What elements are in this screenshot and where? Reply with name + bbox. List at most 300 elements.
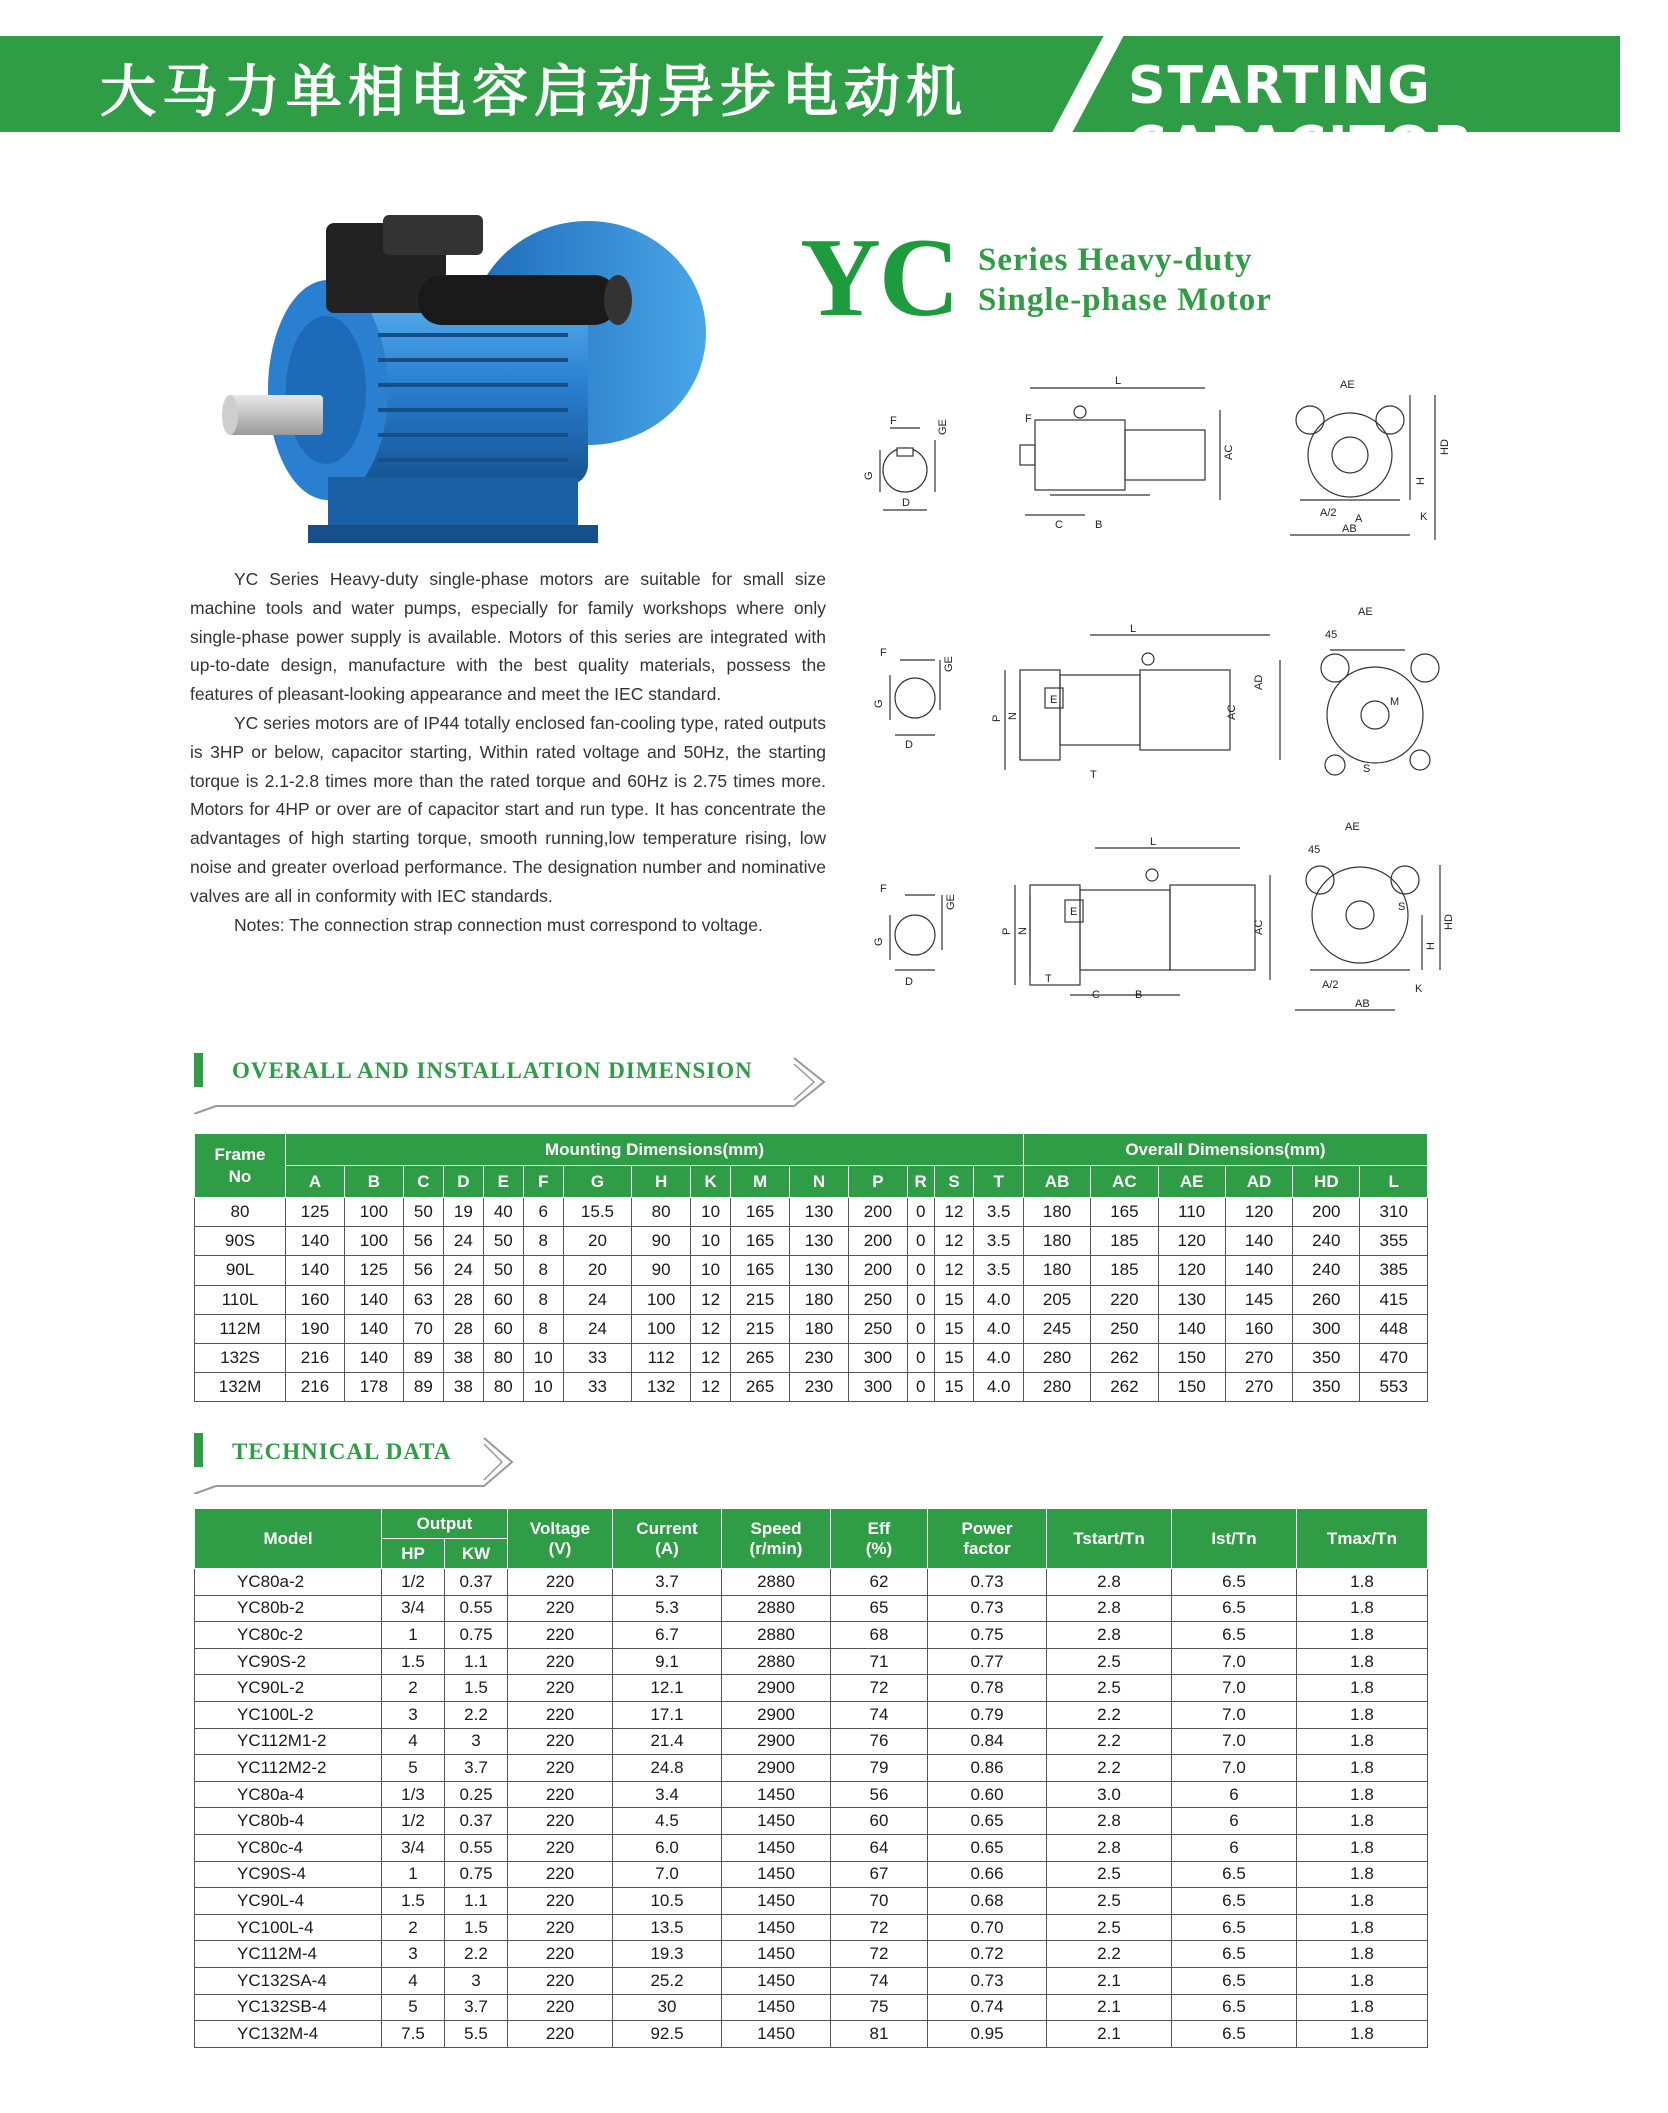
model-cell: YC90S-2 [195,1648,382,1675]
table-cell: 7.0 [613,1861,722,1888]
table-cell: 3.7 [445,1994,508,2021]
table-cell: 5.3 [613,1595,722,1622]
table-cell: 4 [382,1967,445,1994]
table-row [195,1701,1428,1728]
table-row [195,1888,1428,1915]
shaft-diagram-2 [873,647,955,751]
table-cell: 6.5 [1172,1994,1297,2021]
table-cell: 415 [1360,1285,1428,1314]
shaft-diagram-1 [863,415,949,510]
table-cell: 24 [563,1285,631,1314]
table-row [195,1781,1428,1808]
label-ae: AE [1358,606,1373,618]
shaft-diagram-3 [873,883,957,988]
table-cell: 76 [831,1728,928,1755]
overall-header: Overall Dimensions(mm) [1023,1134,1427,1166]
table-cell: 178 [344,1373,403,1402]
table-cell: 180 [1023,1256,1090,1285]
table-cell: 180 [790,1314,849,1343]
table-cell: 262 [1091,1343,1158,1372]
eff-header [831,1509,928,1569]
table-cell: 300 [1293,1314,1360,1343]
eff-header-line1: Eff [867,1518,891,1538]
table-cell: 2.1 [1047,1994,1172,2021]
table-cell: 8 [523,1285,563,1314]
table-cell: 3.5 [974,1227,1023,1256]
table-row [195,1808,1428,1835]
model-cell: YC100L-2 [195,1701,382,1728]
table-cell: 2.5 [1047,1648,1172,1675]
header-title-en: STARTING CAPACITOR [1128,56,1476,176]
table-cell: 300 [848,1343,907,1372]
table-cell: 9.1 [613,1648,722,1675]
table-cell: 280 [1023,1343,1090,1372]
table-cell: 1.1 [445,1888,508,1915]
table-cell: 15 [934,1285,974,1314]
table-cell: 448 [1360,1314,1428,1343]
table-cell: 1 [382,1861,445,1888]
table-cell: 220 [1091,1285,1158,1314]
table-cell: 2.1 [1047,1967,1172,1994]
table-cell: 17.1 [613,1701,722,1728]
label-ab: AB [1355,998,1370,1010]
table-cell: 6.5 [1172,1861,1297,1888]
table-cell: 2.8 [1047,1622,1172,1649]
table-cell: 1 [382,1622,445,1649]
label-d: D [905,739,913,751]
table-cell: 33 [563,1343,631,1372]
column-header: D [443,1166,483,1198]
table-cell: 67 [831,1861,928,1888]
table-cell: 1450 [722,1994,831,2021]
table-cell: 130 [790,1198,849,1227]
table-cell: 0 [907,1373,934,1402]
table-cell: 250 [848,1314,907,1343]
table-cell: 1450 [722,1914,831,1941]
table-cell: 1.8 [1297,1994,1428,2021]
table-cell: 0 [907,1227,934,1256]
table-cell: 60 [483,1285,523,1314]
label-hd: HD [1439,439,1451,455]
product-subtitle-line1: Series Heavy-duty [978,242,1253,278]
table-cell: 2.8 [1047,1595,1172,1622]
table-cell: 65 [831,1595,928,1622]
table-cell: 89 [403,1373,443,1402]
table-cell: 89 [403,1343,443,1372]
table-cell: 1.8 [1297,1755,1428,1782]
table-cell: 2.2 [1047,1941,1172,1968]
table-cell: 1.8 [1297,1914,1428,1941]
table-cell: 6.5 [1172,1569,1297,1596]
table-cell: 3/4 [382,1595,445,1622]
table-cell: 20 [563,1256,631,1285]
table-cell: 7.0 [1172,1648,1297,1675]
table-cell: 0.65 [928,1808,1047,1835]
table-cell: 1.8 [1297,1941,1428,1968]
label-ac: AC [1253,919,1265,935]
table-cell: 24 [563,1314,631,1343]
column-header: A [286,1166,345,1198]
table-cell: 0.77 [928,1648,1047,1675]
frame-cell: 112M [195,1314,286,1343]
table-cell: 68 [831,1622,928,1649]
table-cell: 2.5 [1047,1861,1172,1888]
table-cell: 1/3 [382,1781,445,1808]
table-cell: 3/4 [382,1834,445,1861]
table-cell: 10 [523,1343,563,1372]
dimension-diagrams [850,370,1470,1040]
table-cell: 8 [523,1314,563,1343]
table-cell: 220 [508,1569,613,1596]
table-cell: 2.2 [445,1701,508,1728]
table-cell: 6 [1172,1781,1297,1808]
table-cell: 220 [508,1808,613,1835]
table-cell: 1.1 [445,1648,508,1675]
table-cell: 1.8 [1297,1967,1428,1994]
label-ge: GE [937,419,949,435]
table-cell: 130 [1158,1285,1225,1314]
column-header: AB [1023,1166,1090,1198]
column-header: L [1360,1166,1428,1198]
label-a2: A/2 [1322,979,1339,991]
table-cell: 120 [1225,1198,1292,1227]
column-header: G [563,1166,631,1198]
table-cell: 1.8 [1297,1622,1428,1649]
front-diagram-1 [1290,379,1451,540]
table-cell: 165 [731,1256,790,1285]
table-cell: 0 [907,1256,934,1285]
model-cell: YC112M1-2 [195,1728,382,1755]
table-cell: 240 [1293,1256,1360,1285]
table-cell: 24.8 [613,1755,722,1782]
label-b: B [1135,989,1143,1001]
label-f: F [1025,413,1032,425]
table-cell: 260 [1293,1285,1360,1314]
label-p: P [1001,927,1013,935]
table-cell: 4.0 [974,1285,1023,1314]
table-cell: 15 [934,1373,974,1402]
table-cell: 0.70 [928,1914,1047,1941]
table-cell: 140 [1225,1227,1292,1256]
model-cell: YC112M-4 [195,1941,382,1968]
table-cell: 2 [382,1675,445,1702]
table-cell: 200 [848,1256,907,1285]
table-cell: 15.5 [563,1198,631,1227]
table-cell: 2.8 [1047,1834,1172,1861]
model-cell: YC132M-4 [195,2021,382,2048]
table-cell: 300 [848,1373,907,1402]
power-factor-header-line2: factor [963,1538,1011,1558]
table-cell: 1.5 [382,1648,445,1675]
model-cell: YC90L-4 [195,1888,382,1915]
table-cell: 92.5 [613,2021,722,2048]
table-cell: 216 [286,1373,345,1402]
column-header: P [848,1166,907,1198]
table-cell: 140 [344,1343,403,1372]
table-cell: 10 [691,1227,731,1256]
table-cell: 0.66 [928,1861,1047,1888]
table-cell: 230 [790,1373,849,1402]
table-cell: 3 [445,1967,508,1994]
table-cell: 2.1 [1047,2021,1172,2048]
table-cell: 0.78 [928,1675,1047,1702]
frame-cell: 80 [195,1198,286,1227]
label-a: A [1355,513,1363,525]
table-cell: 220 [508,1728,613,1755]
current-header-line2: (A) [655,1538,679,1558]
table-cell: 8 [523,1256,563,1285]
motor-image [208,215,748,555]
speed-header-line2: (r/min) [749,1538,803,1558]
table-cell: 205 [1023,1285,1090,1314]
table-cell: 1.8 [1297,1595,1428,1622]
table-cell: 28 [443,1314,483,1343]
table-row [195,1314,1428,1343]
column-header: AD [1225,1166,1292,1198]
table-cell: 24 [443,1227,483,1256]
table-cell: 1.8 [1297,1888,1428,1915]
table-cell: 0.73 [928,1595,1047,1622]
table-row [195,1967,1428,1994]
description-paragraph: YC series motors are of IP44 totally enclosed fan-cooling type, rated outputs is 3HP or below, capacitor starting, Within rated voltage and 50Hz, the starting torque is 2.1-2.8 times more than the rated torque and 60Hz is 2.75 times more. Motors for 4HP or over are of capacitor start and run type. It has concentrate the advantages of high starting torque, smooth running,low temperature rising, low noise and greater overload performance. The designation number and nominative valves are all in conformity with IEC standards. [190,712,826,906]
section-arrow-decoration [194,1054,834,1114]
table-cell: 1450 [722,2021,831,2048]
label-s: S [1363,763,1371,775]
table-cell: 1450 [722,1808,831,1835]
table-row [195,1994,1428,2021]
table-cell: 3.4 [613,1781,722,1808]
table-cell: 0.75 [928,1622,1047,1649]
table-cell: 280 [1023,1373,1090,1402]
table-cell: 12 [691,1343,731,1372]
table-cell: 6 [1172,1834,1297,1861]
label-ge: GE [943,656,955,672]
table-cell: 13.5 [613,1914,722,1941]
frame-cell: 110L [195,1285,286,1314]
table-cell: 130 [790,1256,849,1285]
table-cell: 215 [731,1314,790,1343]
table-cell: 6 [1172,1808,1297,1835]
table-cell: 1450 [722,1941,831,1968]
section-arrow-decoration [194,1434,524,1494]
model-cell: YC80b-2 [195,1595,382,1622]
label-d: D [902,497,910,509]
table-cell: 1450 [722,1967,831,1994]
table-cell: 0.73 [928,1569,1047,1596]
label-ac: AC [1226,704,1238,720]
table-row [195,1622,1428,1649]
table-cell: 2 [382,1914,445,1941]
table-cell: 12 [934,1256,974,1285]
table-cell: 12 [934,1227,974,1256]
table-cell: 470 [1360,1343,1428,1372]
table-cell: 20 [563,1227,631,1256]
model-cell: YC90S-4 [195,1861,382,1888]
table-cell: 1.8 [1297,1808,1428,1835]
table-row [195,1256,1428,1285]
table-cell: 7.5 [382,2021,445,2048]
label-g: G [873,937,885,946]
dimension-section-title: OVERALL AND INSTALLATION DIMENSION [232,1058,753,1083]
column-header: K [691,1166,731,1198]
table-row [195,1861,1428,1888]
table-cell: 140 [344,1314,403,1343]
table-cell: 30 [613,1994,722,2021]
table-row [195,1595,1428,1622]
table-cell: 90 [632,1256,691,1285]
table-cell: 180 [1023,1227,1090,1256]
table-cell: 120 [1158,1256,1225,1285]
table-row [195,1285,1428,1314]
table-cell: 10.5 [613,1888,722,1915]
technical-table [194,1508,1428,2048]
table-cell: 0 [907,1198,934,1227]
label-n: N [1007,712,1019,720]
column-header: B [344,1166,403,1198]
frame-cell: 132M [195,1373,286,1402]
table-cell: 5.5 [445,2021,508,2048]
table-cell: 6.5 [1172,1941,1297,1968]
column-header: C [403,1166,443,1198]
table-cell: 12 [934,1198,974,1227]
table-cell: 0.75 [445,1861,508,1888]
table-cell: 1.8 [1297,1781,1428,1808]
table-cell: 7.0 [1172,1728,1297,1755]
label-k: K [1415,983,1423,995]
table-row [195,1755,1428,1782]
table-cell: 310 [1360,1198,1428,1227]
dimension-table [194,1133,1428,1402]
table-cell: 15 [934,1314,974,1343]
frame-header [195,1134,286,1198]
table-cell: 125 [286,1198,345,1227]
table-cell: 2880 [722,1569,831,1596]
model-cell: YC80c-4 [195,1834,382,1861]
hp-header: HP [382,1539,445,1569]
label-ae: AE [1340,379,1355,391]
table-cell: 0.25 [445,1781,508,1808]
table-cell: 10 [523,1373,563,1402]
table-cell: 64 [831,1834,928,1861]
table-cell: 0.68 [928,1888,1047,1915]
table-row [195,1728,1428,1755]
table-cell: 6.5 [1172,1595,1297,1622]
table-cell: 0.55 [445,1595,508,1622]
table-cell: 6.5 [1172,1914,1297,1941]
table-cell: 4.0 [974,1343,1023,1372]
table-cell: 0.65 [928,1834,1047,1861]
table-cell: 220 [508,1622,613,1649]
description-notes: Notes: The connection strap connection must correspond to voltage. [234,914,763,935]
front-diagram-2 [1321,606,1439,775]
table-cell: 1.8 [1297,1675,1428,1702]
model-cell: YC90L-2 [195,1675,382,1702]
label-f: F [880,883,887,895]
table-cell: 165 [731,1227,790,1256]
technical-section-title: TECHNICAL DATA [232,1439,452,1464]
column-header: E [483,1166,523,1198]
output-header: Output [382,1509,508,1539]
table-cell: 12 [691,1373,731,1402]
table-cell: 19.3 [613,1941,722,1968]
table-row [195,1648,1428,1675]
label-45: 45 [1325,629,1338,641]
table-cell: 2.5 [1047,1888,1172,1915]
table-cell: 2880 [722,1595,831,1622]
table-cell: 80 [483,1373,523,1402]
mounting-header: Mounting Dimensions(mm) [286,1134,1024,1166]
table-cell: 3.0 [1047,1781,1172,1808]
table-row [195,1914,1428,1941]
label-c: C [1092,989,1100,1001]
label-e: E [1070,906,1078,918]
table-cell: 72 [831,1675,928,1702]
table-cell: 220 [508,1648,613,1675]
frame-cell: 90S [195,1227,286,1256]
table-cell: 50 [483,1227,523,1256]
table-cell: 1450 [722,1834,831,1861]
table-cell: 385 [1360,1256,1428,1285]
table-cell: 3.7 [613,1569,722,1596]
speed-header-line1: Speed [750,1518,802,1538]
table-cell: 0 [907,1343,934,1372]
label-45: 45 [1308,844,1321,856]
label-ge: GE [945,894,957,910]
frame-cell: 90L [195,1256,286,1285]
label-ad: AD [1253,674,1265,690]
speed-header [722,1509,831,1569]
table-cell: 220 [508,1781,613,1808]
table-cell: 100 [344,1227,403,1256]
table-cell: 265 [731,1343,790,1372]
label-a2: A/2 [1320,507,1337,519]
label-c: C [1055,519,1063,531]
table-cell: 0.72 [928,1941,1047,1968]
table-cell: 1.5 [382,1888,445,1915]
table-cell: 140 [344,1285,403,1314]
table-cell: 2.2 [445,1941,508,1968]
product-logo: YC [800,216,958,340]
table-cell: 220 [508,1834,613,1861]
table-cell: 1.8 [1297,2021,1428,2048]
label-g: G [863,471,875,480]
model-cell: YC100L-4 [195,1914,382,1941]
table-cell: 0 [907,1285,934,1314]
product-subtitle-line2: Single-phase Motor [978,282,1272,318]
table-cell: 62 [831,1569,928,1596]
table-cell: 50 [483,1256,523,1285]
table-cell: 72 [831,1914,928,1941]
table-cell: 0.84 [928,1728,1047,1755]
table-cell: 165 [731,1198,790,1227]
label-g: G [873,699,885,708]
table-cell: 553 [1360,1373,1428,1402]
product-description [190,565,826,939]
label-k: K [1420,511,1428,523]
column-header: AC [1091,1166,1158,1198]
label-f: F [880,647,887,659]
table-cell: 150 [1158,1373,1225,1402]
table-cell: 140 [1225,1256,1292,1285]
table-cell: 2.8 [1047,1808,1172,1835]
table-cell: 250 [1091,1314,1158,1343]
table-row [195,1343,1428,1372]
table-cell: 4.5 [613,1808,722,1835]
table-cell: 80 [483,1343,523,1372]
table-cell: 12 [691,1314,731,1343]
table-cell: 6.7 [613,1622,722,1649]
table-cell: 63 [403,1285,443,1314]
